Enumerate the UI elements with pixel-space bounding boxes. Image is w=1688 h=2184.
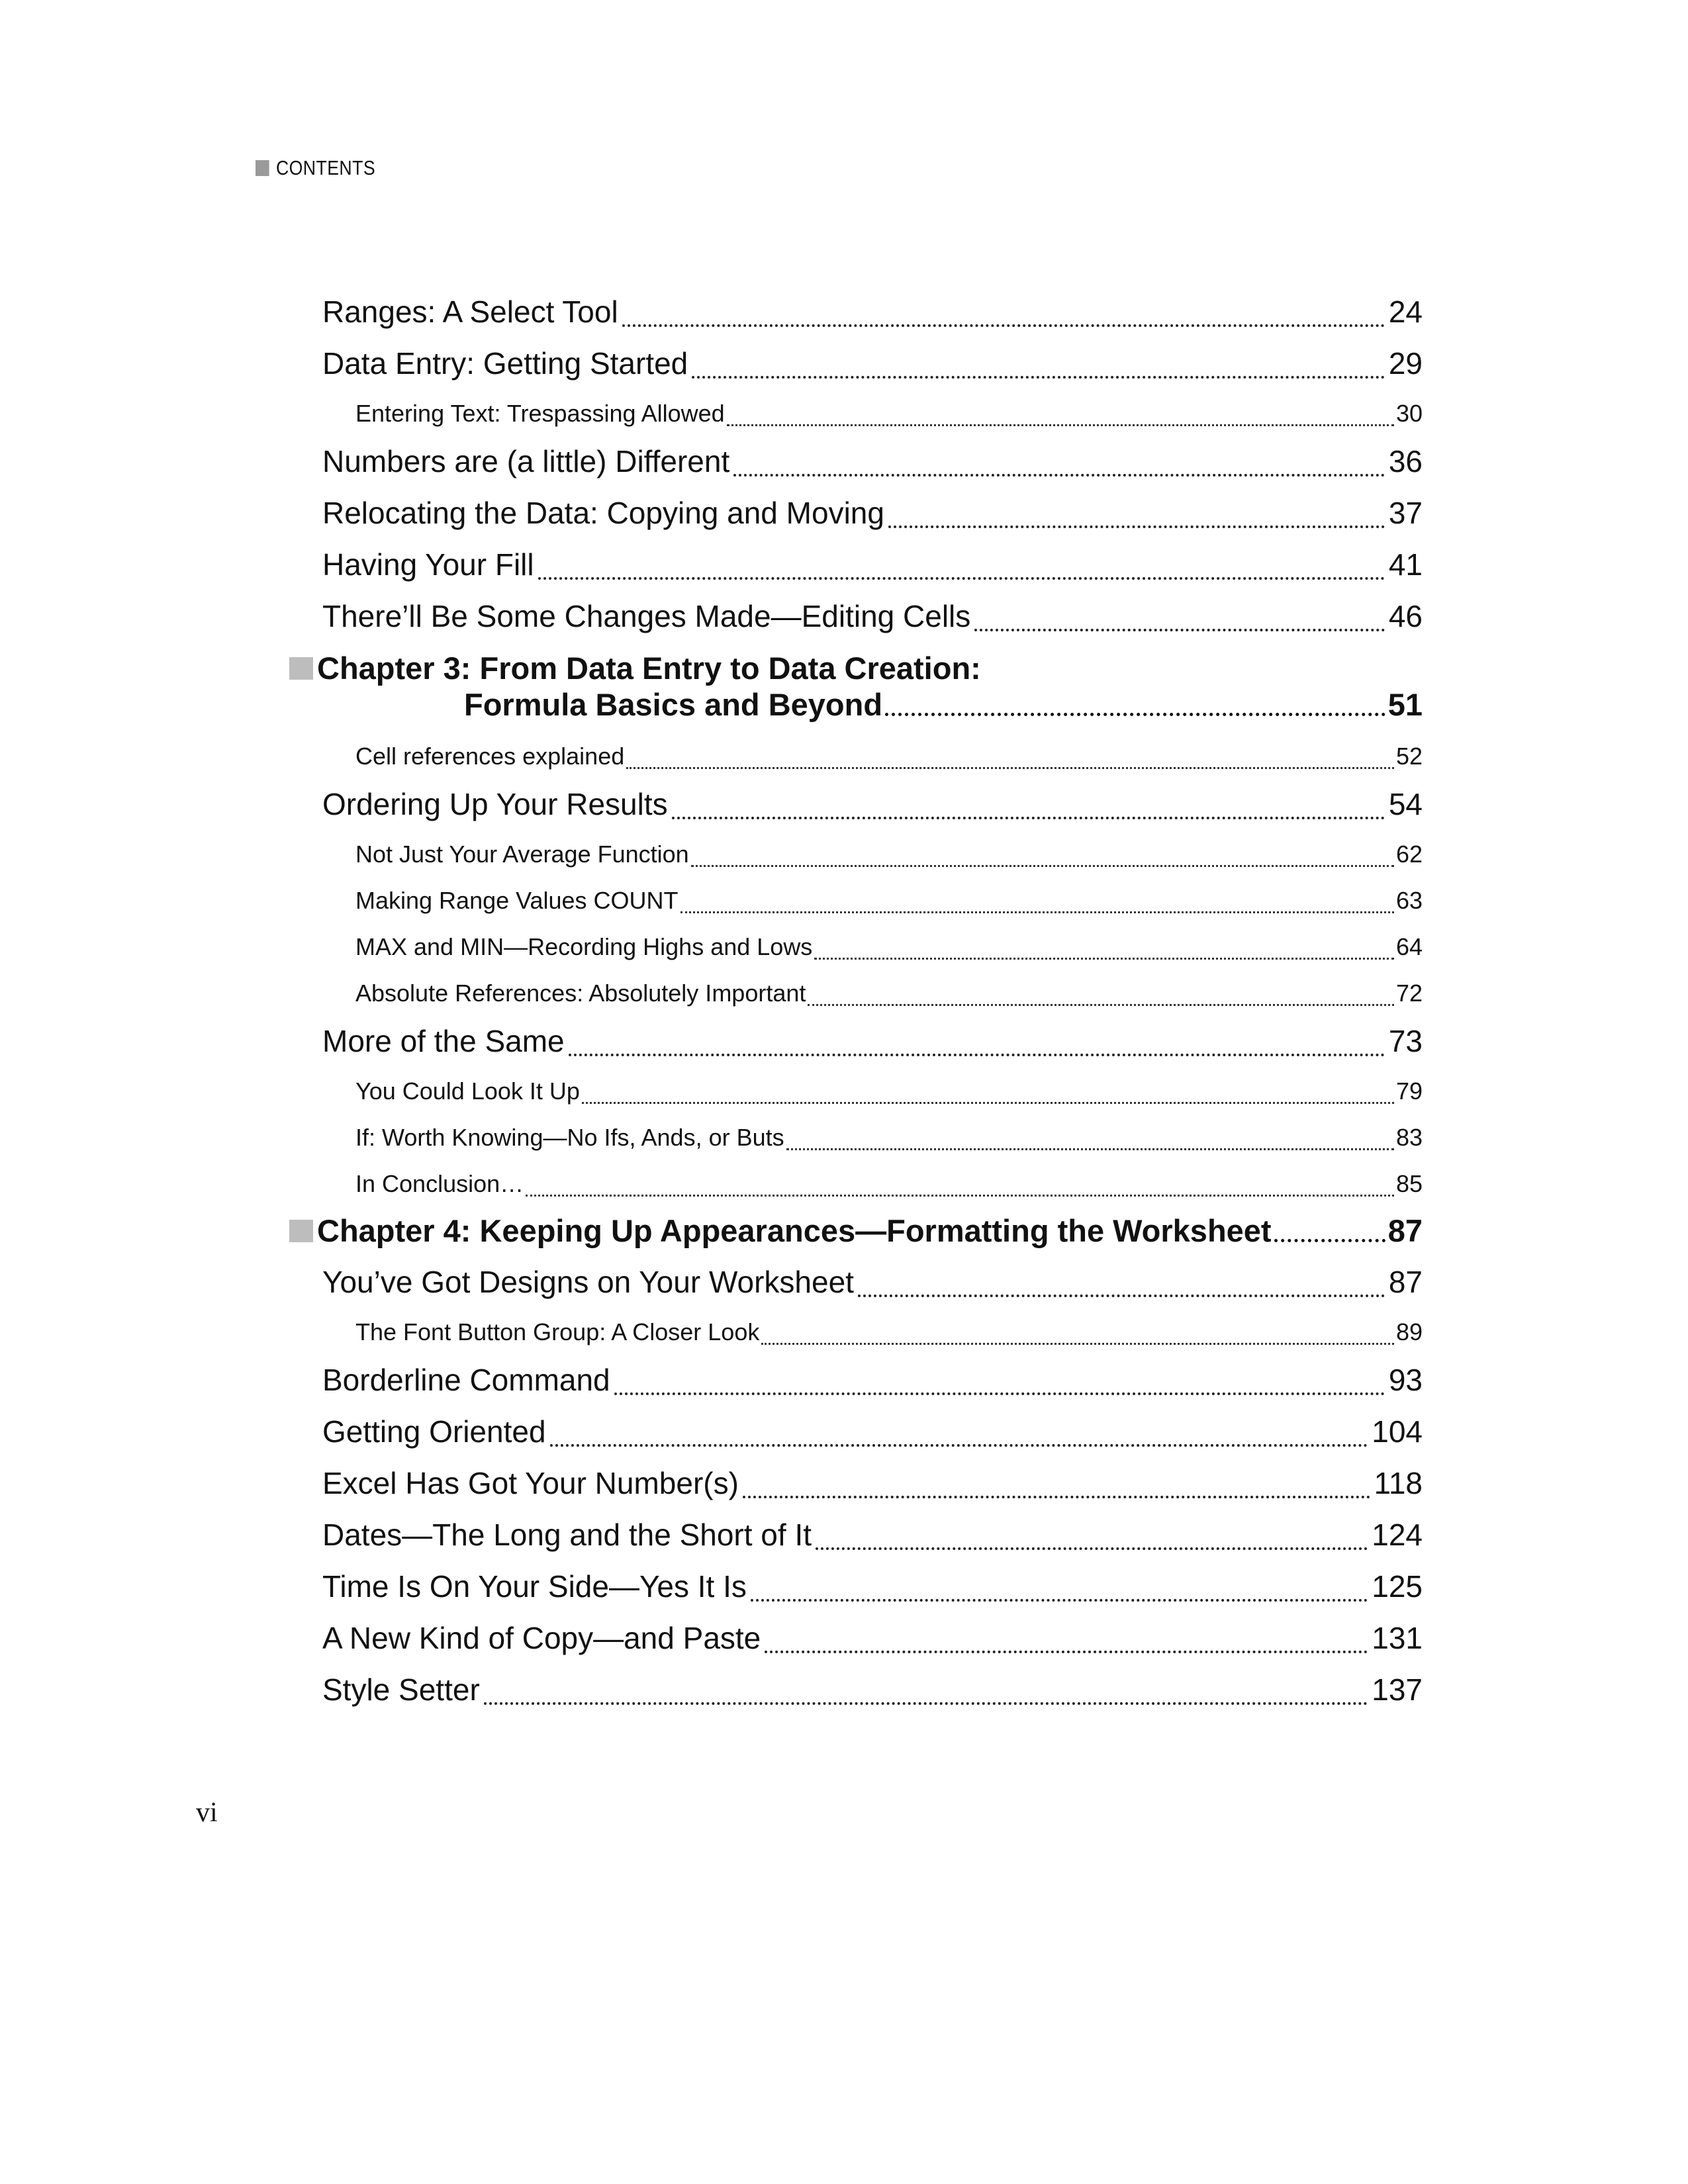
dot-leader (626, 743, 1394, 774)
dot-leader (786, 1124, 1394, 1156)
toc-entry-page: 63 (1395, 887, 1423, 914)
chapter-title-line (464, 686, 1423, 723)
toc-entry-page: 85 (1395, 1170, 1423, 1197)
toc-entry[interactable] (322, 1264, 1423, 1304)
toc-entry-title: More of the Same (322, 1024, 565, 1058)
toc-entry[interactable] (322, 443, 1423, 483)
toc-entry[interactable] (322, 294, 1423, 334)
toc-entry[interactable] (322, 345, 1423, 385)
toc-entry[interactable] (322, 495, 1423, 535)
toc-entry-page: 29 (1388, 346, 1423, 381)
toc-entry-page: 131 (1372, 1621, 1423, 1655)
toc-entry-title: Dates—The Long and the Short of It (322, 1518, 812, 1552)
chapter-title: Chapter 4: Keeping Up Appearances—Formatting the Worksheet (317, 1213, 1272, 1248)
toc-entry-page: 124 (1372, 1518, 1423, 1552)
toc-entry[interactable] (322, 1362, 1423, 1402)
toc-entry-page: 41 (1388, 547, 1423, 582)
toc-entry-title: Cell references explained (355, 743, 625, 770)
dot-leader (727, 400, 1394, 432)
toc-entry-title: In Conclusion… (355, 1170, 524, 1197)
toc-entry-page: 79 (1395, 1077, 1423, 1105)
toc-entry-title: If: Worth Knowing—No Ifs, Ands, or Buts (355, 1124, 784, 1151)
toc-chapter-3[interactable] (289, 650, 1423, 723)
chapter-subtitle: Formula Basics and Beyond (464, 687, 883, 722)
toc-subentry[interactable] (355, 933, 1423, 965)
chapter-title-line (289, 1212, 1423, 1249)
toc-entry-page: 37 (1388, 496, 1423, 530)
toc-entry[interactable] (322, 598, 1423, 638)
toc-entry-page: 24 (1388, 295, 1423, 329)
toc-entry[interactable] (322, 1569, 1423, 1608)
toc-entry-title: Getting Oriented (322, 1414, 546, 1449)
dot-leader (816, 1517, 1368, 1557)
toc-entry-title: Ordering Up Your Results (322, 787, 668, 821)
dot-leader (733, 443, 1385, 483)
dot-leader (858, 1264, 1385, 1304)
dot-leader (814, 933, 1394, 965)
toc-entry-title: Relocating the Data: Copying and Moving (322, 496, 884, 530)
dot-leader (743, 1465, 1370, 1505)
toc-entry-title: Style Setter (322, 1672, 480, 1707)
toc-entry[interactable] (322, 1620, 1423, 1660)
dot-leader (885, 686, 1385, 723)
toc-entry-title: Time Is On Your Side—Yes It Is (322, 1569, 747, 1604)
running-head-text: CONTENTS (275, 156, 376, 179)
toc-subentry[interactable] (355, 979, 1423, 1011)
toc-entry-page: 46 (1388, 599, 1423, 633)
dot-leader (582, 1077, 1394, 1109)
toc-chapter-4[interactable] (289, 1212, 1423, 1249)
dot-leader (569, 1023, 1385, 1063)
toc-subentry[interactable] (355, 1170, 1423, 1202)
toc-entry-page: 62 (1395, 841, 1423, 868)
dot-leader (484, 1672, 1368, 1711)
dot-leader (622, 294, 1385, 334)
toc-entry-page: 93 (1388, 1363, 1423, 1397)
toc-subentry[interactable] (355, 887, 1423, 919)
dot-leader (680, 887, 1394, 919)
toc-entry-page: 137 (1372, 1672, 1423, 1707)
dot-leader (888, 495, 1385, 535)
toc-entry-page: 125 (1372, 1569, 1423, 1604)
toc-entry-page: 83 (1395, 1124, 1423, 1151)
toc-entry-title: There’ll Be Some Changes Made—Editing Cells (322, 599, 971, 633)
square-bullet-icon (289, 657, 313, 680)
dot-leader (1274, 1212, 1385, 1249)
toc-entry[interactable] (322, 547, 1423, 586)
toc-entry-page: 30 (1395, 400, 1423, 427)
toc-entry-page: 54 (1388, 787, 1423, 821)
toc-entry-title: MAX and MIN—Recording Highs and Lows (355, 933, 813, 960)
toc-entry-title: You Could Look It Up (355, 1077, 580, 1105)
dot-leader (550, 1414, 1368, 1453)
toc-entry-page: 118 (1374, 1466, 1423, 1500)
page-number: vi (196, 1797, 218, 1828)
toc-subentry[interactable] (355, 400, 1423, 432)
dot-leader (765, 1620, 1368, 1660)
dot-leader (692, 345, 1385, 385)
dot-leader (614, 1362, 1385, 1402)
toc-entry-page: 64 (1395, 933, 1423, 960)
toc-subentry[interactable] (355, 1318, 1423, 1350)
toc-entry-page: 104 (1372, 1414, 1423, 1449)
dot-leader (691, 841, 1394, 872)
dot-leader (526, 1170, 1394, 1202)
dot-leader (974, 598, 1385, 638)
toc-entry[interactable] (322, 1023, 1423, 1063)
toc-entry-page: 73 (1388, 1024, 1423, 1058)
toc-entry-title: The Font Button Group: A Closer Look (355, 1318, 760, 1345)
square-bullet-icon (289, 1220, 313, 1242)
chapter-page: 51 (1387, 687, 1423, 722)
chapter-title-line (289, 650, 1423, 686)
toc-entry-title: Having Your Fill (322, 547, 534, 582)
toc-entry-title: Making Range Values COUNT (355, 887, 679, 914)
toc-entry-title: Excel Has Got Your Number(s) (322, 1466, 739, 1500)
toc-subentry[interactable] (355, 1077, 1423, 1109)
toc-entry-page: 72 (1395, 979, 1423, 1007)
toc-entry[interactable] (322, 1414, 1423, 1453)
dot-leader (808, 979, 1394, 1011)
dot-leader (538, 547, 1385, 586)
chapter-title: Chapter 3: From Data Entry to Data Creation: (317, 651, 981, 686)
toc-entry-title: Data Entry: Getting Started (322, 346, 688, 381)
toc-entry[interactable] (322, 786, 1423, 826)
toc-entry-title: You’ve Got Designs on Your Worksheet (322, 1265, 854, 1299)
dot-leader (672, 786, 1385, 826)
toc-entry-title: Borderline Command (322, 1363, 610, 1397)
toc-entry-title: Not Just Your Average Function (355, 841, 689, 868)
toc-subentry[interactable] (355, 841, 1423, 872)
toc-entry-title: Numbers are (a little) Different (322, 444, 730, 478)
toc-subentry[interactable] (355, 1124, 1423, 1156)
dot-leader (761, 1318, 1394, 1350)
toc-entry-title: Absolute References: Absolutely Important (355, 979, 806, 1007)
toc-subentry[interactable] (355, 743, 1423, 774)
toc-entry-title: Entering Text: Trespassing Allowed (355, 400, 725, 427)
toc-entry[interactable] (322, 1672, 1423, 1711)
toc-entry-page: 89 (1395, 1318, 1423, 1345)
toc-entry-page: 52 (1395, 743, 1423, 770)
chapter-page: 87 (1387, 1213, 1423, 1248)
toc-entry-title: A New Kind of Copy—and Paste (322, 1621, 761, 1655)
toc-entry-page: 36 (1388, 444, 1423, 478)
toc-entry-title: Ranges: A Select Tool (322, 295, 618, 329)
toc-entry[interactable] (322, 1465, 1423, 1505)
toc-entry[interactable] (322, 1517, 1423, 1557)
dot-leader (751, 1569, 1368, 1608)
toc-entry-page: 87 (1388, 1265, 1423, 1299)
